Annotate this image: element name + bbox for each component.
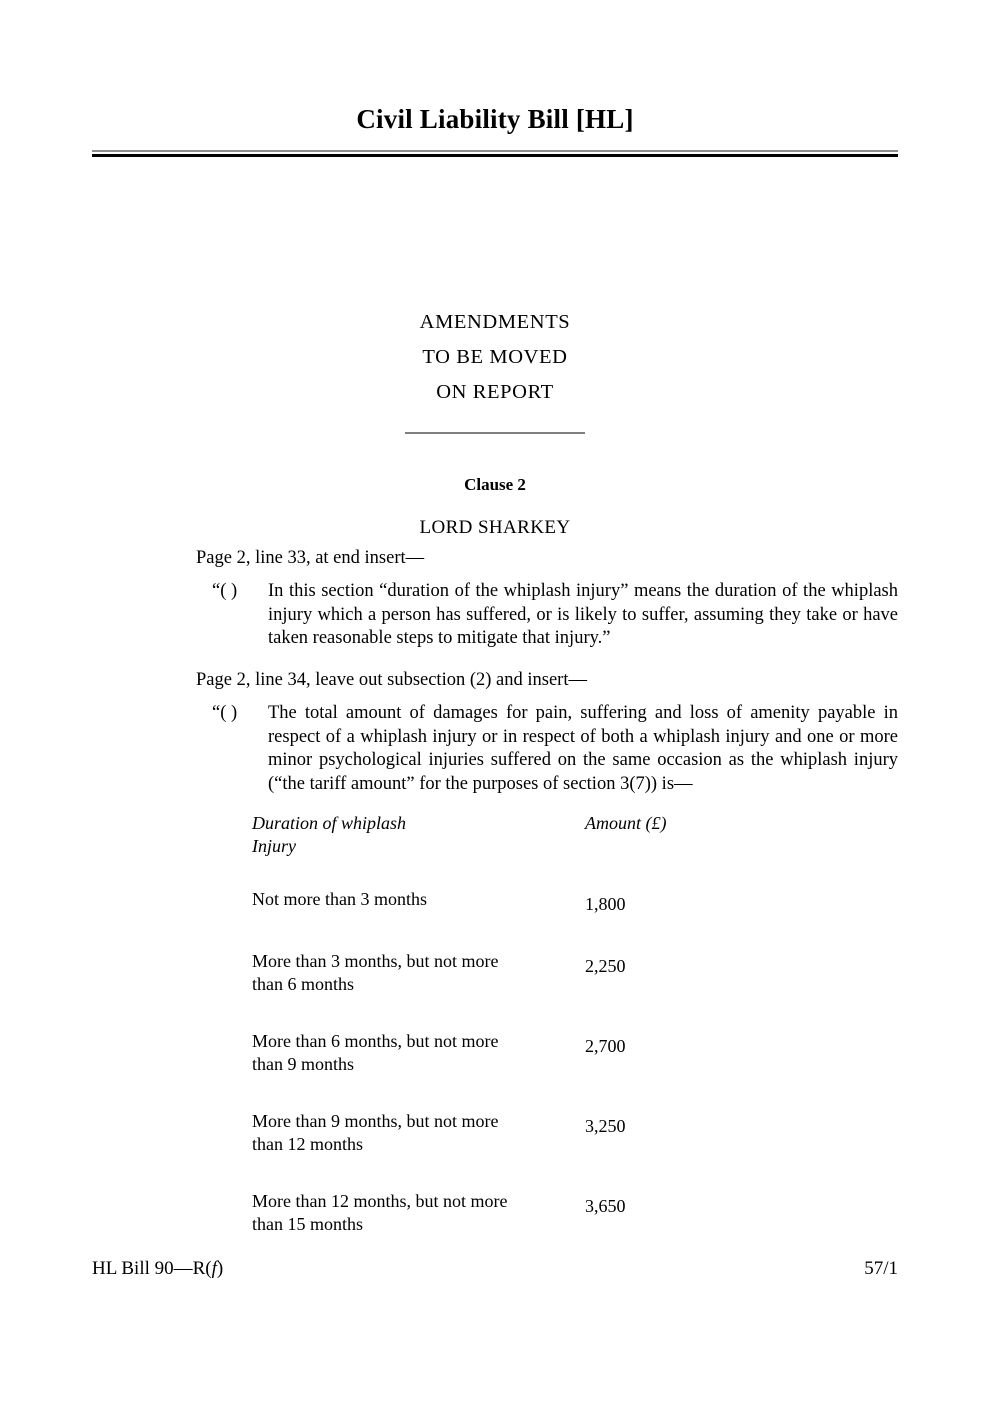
amount-value: 1,800 [585, 894, 626, 914]
header-cell-amount [585, 812, 752, 858]
cell-amount [585, 888, 752, 916]
heading-underline-wrap [92, 432, 898, 446]
table-row [252, 1030, 752, 1076]
duration-line1: More than 3 months, but not more [252, 951, 499, 971]
duration-line2: than 6 months [252, 974, 354, 994]
page-title: Civil Liability Bill [HL] [356, 104, 634, 134]
cell-duration [252, 950, 585, 996]
cell-amount [585, 1190, 752, 1236]
footer-bill-reference [92, 1258, 223, 1280]
amendment-marker: “( ) [212, 703, 238, 723]
table-spacer [252, 916, 752, 950]
amendment-body-text: In this section “duration of the whiplash injury” means the duration of the whiplash injury which a person has suffered, or is likely to suffer, assuming they take or have taken reasonable steps to mitigate that injury.” [268, 581, 898, 648]
duration-line1: Not more than 3 months [252, 889, 427, 909]
duration-line1: More than 6 months, but not more [252, 1031, 499, 1051]
amendment-quoted-text [212, 580, 898, 651]
heading-line-amendments: AMENDMENTS [419, 311, 571, 333]
header-duration-line1: Duration of whiplash [252, 813, 407, 833]
heading-line-to-be-moved: TO BE MOVED [422, 346, 568, 368]
table-spacer [252, 858, 752, 888]
amount-value: 3,650 [585, 1196, 626, 1216]
cell-duration [252, 1190, 585, 1236]
clause-heading: Clause 2 [464, 475, 526, 494]
amendment-body-text: The total amount of damages for pain, suffering and loss of amenity payable in respect of a whiplash injury or in respect of both a whiplash injury and one or more minor psychological injuries suffered on the same occasion as the whiplash injury (“the tariff amount” for the purposes of section 3(7)) is— [268, 703, 898, 794]
table-header-row [252, 812, 752, 858]
header-amount-label: Amount (£) [585, 813, 667, 833]
table-row [252, 1190, 752, 1236]
cell-amount [585, 1030, 752, 1076]
cell-amount [585, 950, 752, 996]
tariff-table [252, 812, 752, 1236]
amendment-sponsor: LORD SHARKEY [419, 517, 571, 538]
amendment-quoted-text [212, 702, 898, 796]
footer-bill-italic-letter: f [211, 1258, 217, 1279]
table-row [252, 1110, 752, 1156]
title-divider [92, 150, 898, 157]
amendment-block [196, 668, 898, 796]
amendment-lead-in: Page 2, line 34, leave out subsection (2) and insert— [196, 670, 587, 690]
table-spacer [252, 996, 752, 1030]
footer-page-number: 57/1 [864, 1258, 898, 1279]
cell-duration [252, 888, 585, 916]
heading-line-on-report: ON REPORT [436, 381, 554, 403]
amount-value: 2,700 [585, 1036, 626, 1056]
divider-thick-rule [92, 154, 898, 157]
header-duration-line2: Injury [252, 836, 296, 856]
duration-line1: More than 9 months, but not more [252, 1111, 499, 1131]
amount-value: 3,250 [585, 1116, 626, 1136]
footer-bill-prefix: HL Bill 90—R( [92, 1258, 212, 1279]
table-row [252, 888, 752, 916]
table-row [252, 950, 752, 996]
amendment-marker: “( ) [212, 581, 238, 601]
amendment-block [196, 546, 898, 651]
table-spacer [252, 1156, 752, 1190]
cell-amount [585, 1110, 752, 1156]
table-spacer [252, 1076, 752, 1110]
amendment-lead-in: Page 2, line 33, at end insert— [196, 548, 425, 568]
duration-line1: More than 12 months, but not more [252, 1191, 508, 1211]
duration-line2: than 12 months [252, 1134, 363, 1154]
cell-duration [252, 1110, 585, 1156]
amendments-heading-block [92, 305, 898, 446]
heading-short-rule [405, 432, 585, 434]
duration-line2: than 15 months [252, 1214, 363, 1234]
header-cell-duration [252, 812, 585, 858]
cell-duration [252, 1030, 585, 1076]
amount-value: 2,250 [585, 956, 626, 976]
footer-bill-suffix: ) [216, 1258, 224, 1279]
duration-line2: than 9 months [252, 1054, 354, 1074]
